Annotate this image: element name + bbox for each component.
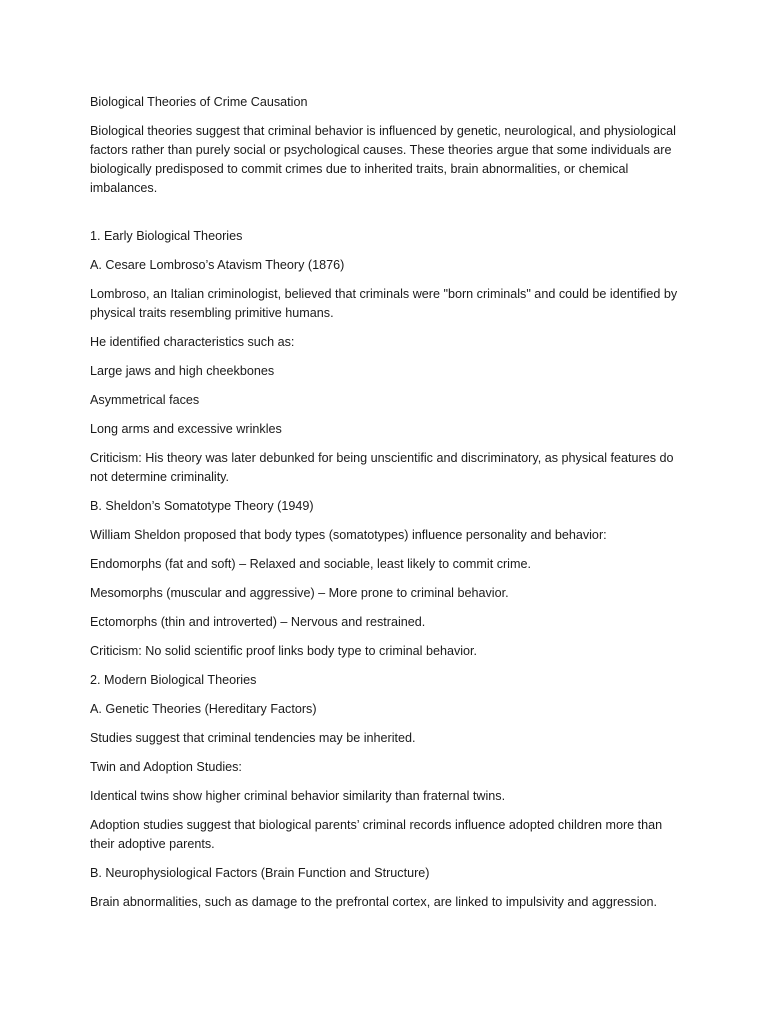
list-item: Endomorphs (fat and soft) – Relaxed and sociable, least likely to commit crime. bbox=[90, 557, 531, 571]
list-item: Asymmetrical faces bbox=[90, 393, 200, 407]
subsection-heading: B. Sheldon’s Somatotype Theory (1949) bbox=[90, 499, 314, 513]
paragraph: Brain abnormalities, such as damage to the prefrontal cortex, are linked to impulsivity and aggression. bbox=[90, 895, 658, 909]
criticism-paragraph: Criticism: No solid scientific proof links body type to criminal behavior. bbox=[90, 644, 478, 658]
list-item: Long arms and excessive wrinkles bbox=[90, 422, 282, 436]
document-body bbox=[90, 93, 690, 922]
section-heading: 2. Modern Biological Theories bbox=[90, 673, 257, 687]
paragraph: William Sheldon proposed that body types (somatotypes) influence personality and behavior: bbox=[90, 528, 607, 542]
paragraph: Studies suggest that criminal tendencies may be inherited. bbox=[90, 731, 416, 745]
list-item: Large jaws and high cheekbones bbox=[90, 364, 275, 378]
intro-paragraph: Biological theories suggest that criminal behavior is influenced by genetic, neurological, and physiological factors rather than purely social or psychological causes. These theories argue that some individuals are biologically predisposed to commit crimes due to inherited traits, brain abnormalities, or chemical imbalances. bbox=[90, 124, 676, 195]
subsection-heading: B. Neurophysiological Factors (Brain Function and Structure) bbox=[90, 866, 430, 880]
list-item: Mesomorphs (muscular and aggressive) – More prone to criminal behavior. bbox=[90, 586, 509, 600]
list-item: Identical twins show higher criminal behavior similarity than fraternal twins. bbox=[90, 789, 506, 803]
list-intro: He identified characteristics such as: bbox=[90, 335, 295, 349]
section-heading: 1. Early Biological Theories bbox=[90, 229, 243, 243]
subsection-heading: A. Genetic Theories (Hereditary Factors) bbox=[90, 702, 317, 716]
list-item: Adoption studies suggest that biological parents’ criminal records influence adopted children more than their adoptive parents. bbox=[90, 818, 663, 851]
list-item: Ectomorphs (thin and introverted) – Nervous and restrained. bbox=[90, 615, 426, 629]
paragraph: Lombroso, an Italian criminologist, believed that criminals were "born criminals" and could be identified by physical traits resembling primitive humans. bbox=[90, 287, 678, 320]
document-title: Biological Theories of Crime Causation bbox=[90, 95, 308, 109]
criticism-paragraph: Criticism: His theory was later debunked for being unscientific and discriminatory, as physical features do not determine criminality. bbox=[90, 451, 674, 484]
subsection-heading: A. Cesare Lombroso’s Atavism Theory (1876) bbox=[90, 258, 345, 272]
list-intro: Twin and Adoption Studies: bbox=[90, 760, 242, 774]
